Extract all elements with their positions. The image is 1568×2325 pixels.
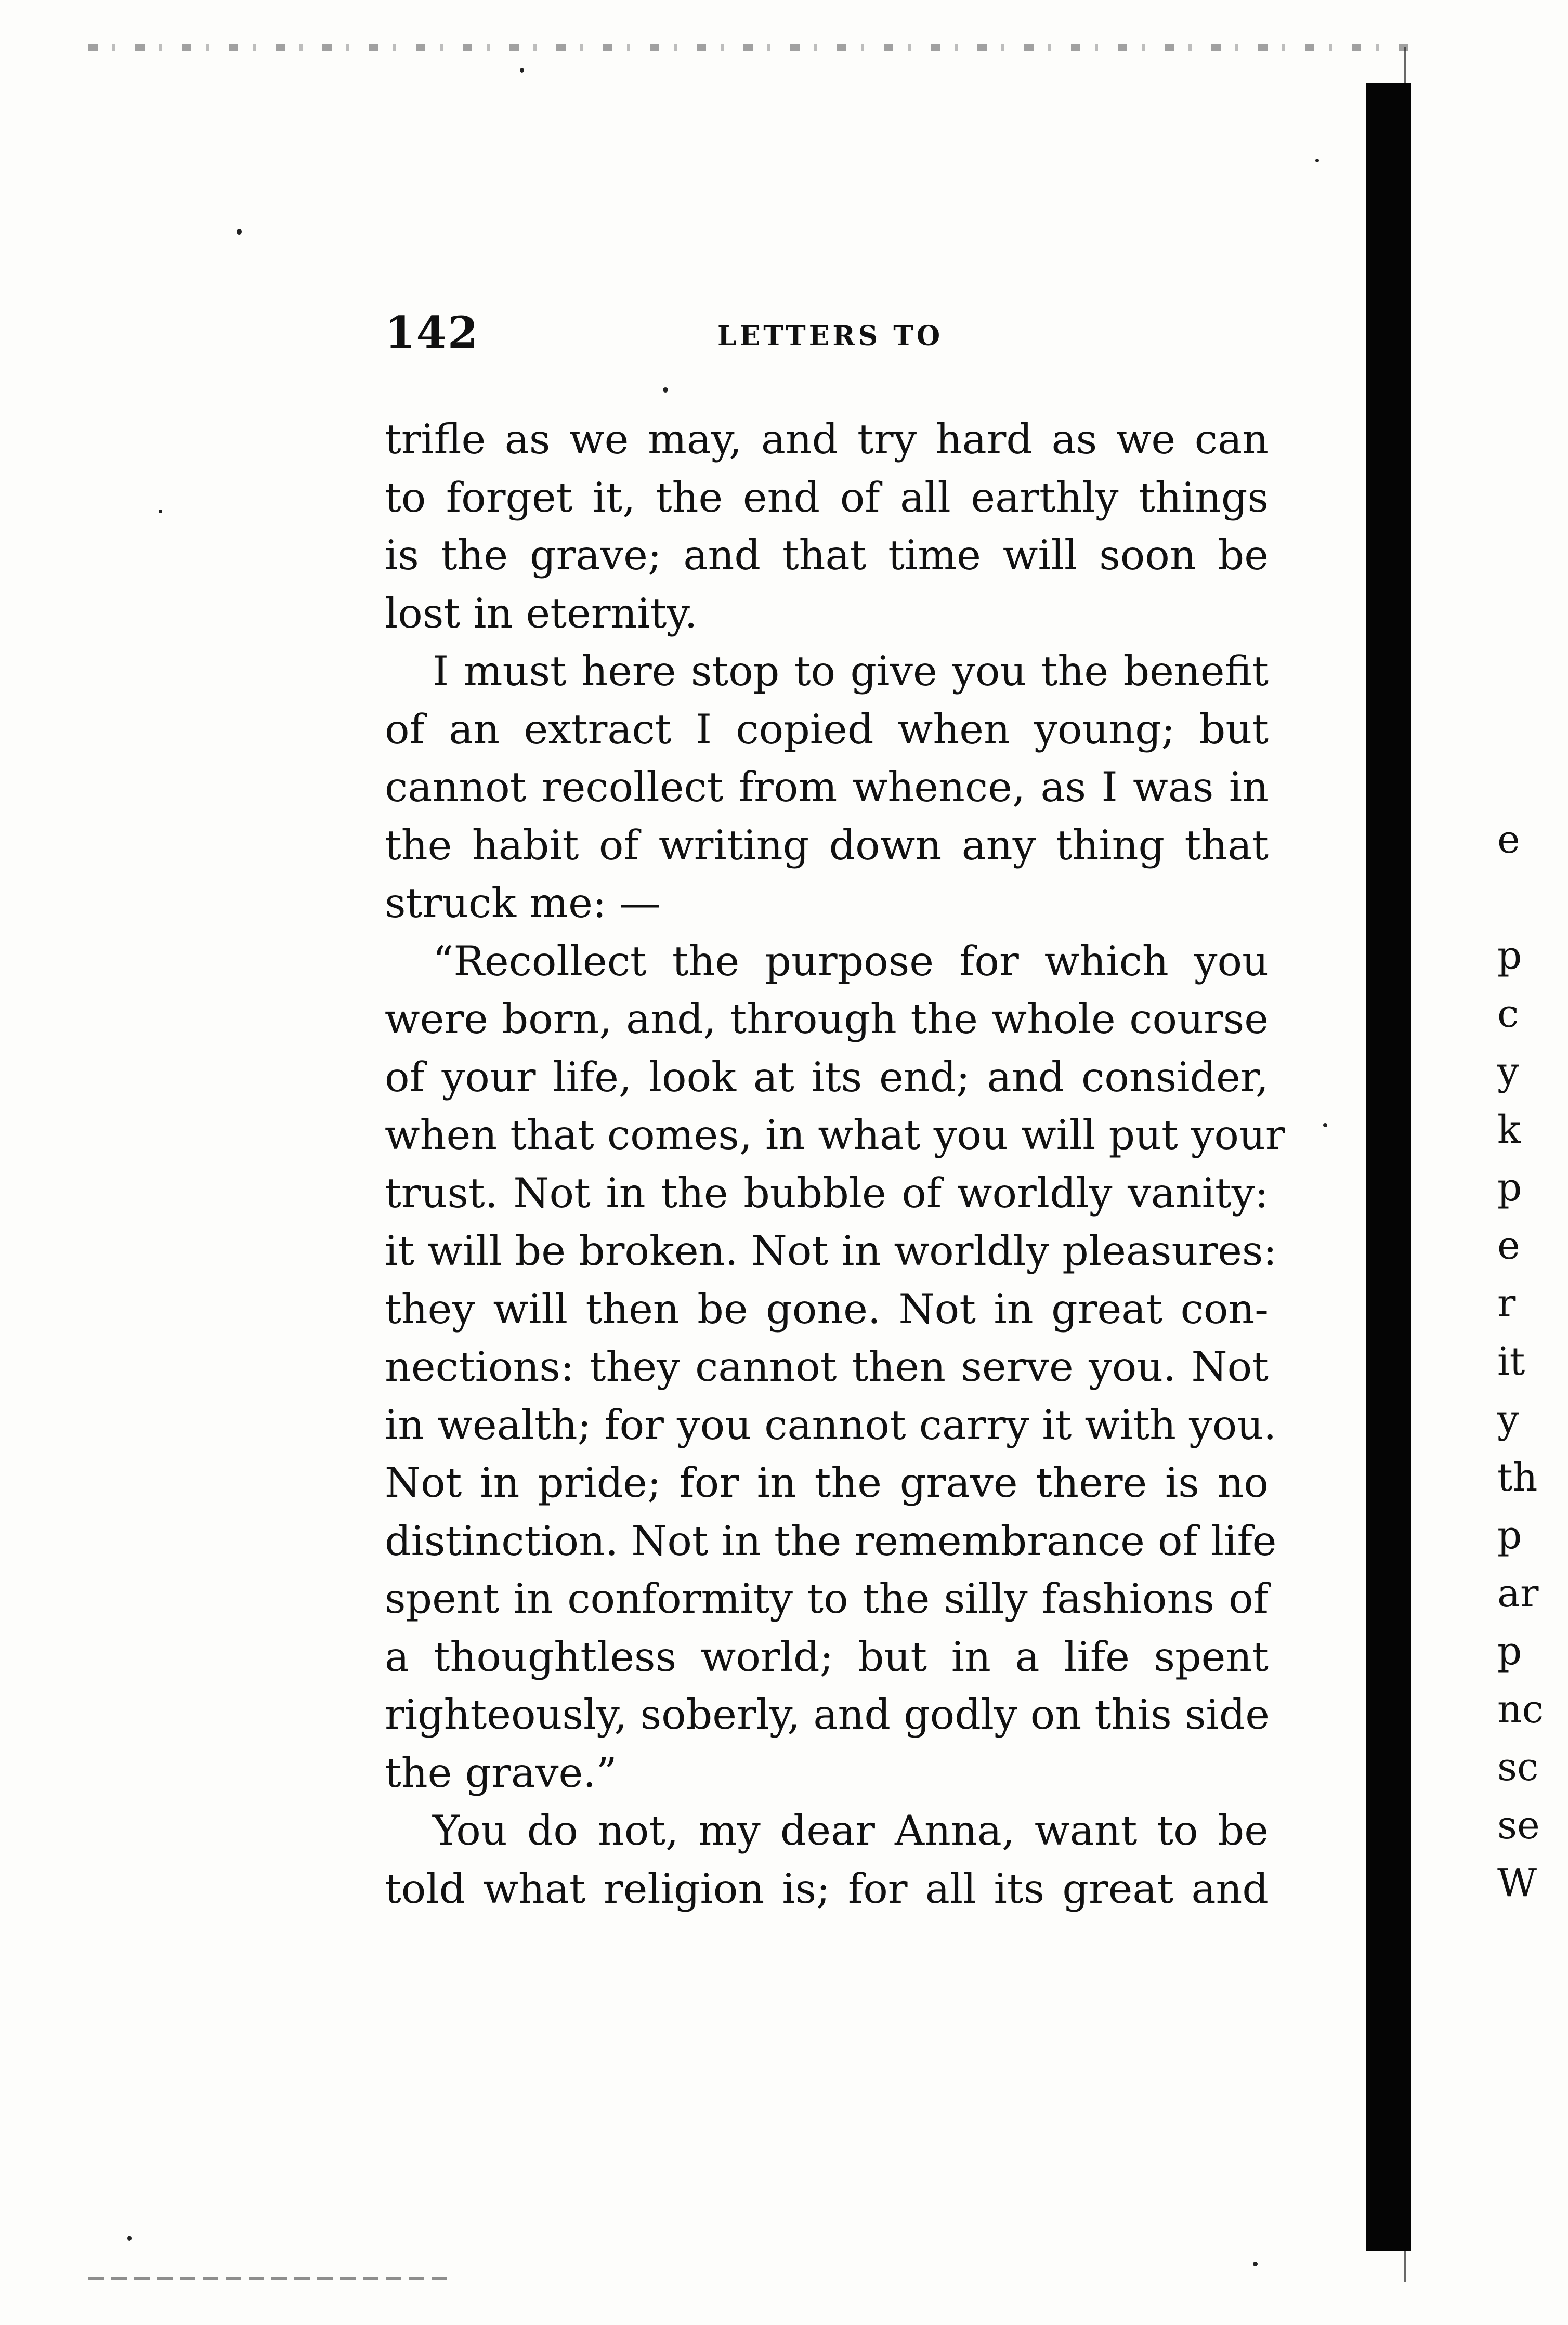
scan-speck — [127, 2236, 132, 2241]
text-line: the grave.” — [385, 1748, 617, 1797]
facing-fragment: se — [1497, 1802, 1540, 1848]
text-line: of an extract I copied when young; but — [385, 705, 1269, 753]
scan-speck — [237, 229, 242, 235]
text-line: righteously, soberly, and godly on this side — [385, 1691, 1270, 1739]
text-line: in wealth; for you cannot carry it with you. — [385, 1401, 1277, 1449]
gutter-shadow-bar — [1366, 83, 1411, 2251]
text-line: a thoughtless world; but in a life spent — [385, 1632, 1269, 1681]
text-line: trust. Not in the bubble of worldly vanity: — [385, 1169, 1269, 1217]
text-line: were born, and, through the whole course — [385, 995, 1269, 1043]
facing-fragment: y — [1497, 1049, 1519, 1094]
facing-fragment — [1497, 869, 1568, 928]
body-text — [385, 411, 1285, 1918]
text-line: they will then be gone. Not in great con- — [385, 1285, 1269, 1333]
text-line: spent in conformity to the silly fashions of — [385, 1575, 1269, 1623]
text-line: cannot recollect from whence, as I was in — [385, 763, 1269, 811]
text-line: is the grave; and that time will soon be — [385, 531, 1269, 579]
facing-fragment: y — [1497, 1397, 1519, 1442]
text-line: trifle as we may, and try hard as we can — [385, 415, 1269, 463]
facing-fragment: nc — [1497, 1687, 1544, 1732]
text-line: lost in eternity. — [385, 589, 698, 637]
text-line: to forget it, the end of all earthly things — [385, 473, 1269, 521]
facing-fragment: p — [1497, 1165, 1522, 1210]
facing-fragment: W — [1497, 1861, 1537, 1905]
facing-fragment: p — [1497, 1513, 1522, 1558]
facing-fragment: c — [1497, 991, 1519, 1036]
page-header — [385, 307, 1269, 364]
scan-speck — [520, 68, 524, 73]
text-line: distinction. Not in the remembrance of life — [385, 1517, 1277, 1565]
facing-fragment: e — [1497, 817, 1520, 862]
text-line: Not in pride; for in the grave there is no — [385, 1459, 1269, 1507]
text-line: I must here stop to give you the benefit — [433, 647, 1269, 695]
text-line: of your life, look at its end; and consider, — [385, 1053, 1269, 1101]
scan-speck — [159, 510, 162, 513]
text-line: when that comes, in what you will put your — [385, 1111, 1285, 1159]
facing-fragment: sc — [1497, 1745, 1539, 1790]
scan-speck — [1253, 2262, 1258, 2266]
facing-page-fragments — [1497, 811, 1568, 1913]
text-line: struck me: — — [385, 879, 661, 927]
scan-top-edge — [88, 44, 1419, 51]
scan-speck — [1315, 159, 1319, 162]
text-line: You do not, my dear Anna, want to be — [433, 1807, 1269, 1854]
text-line: the habit of writing down any thing that — [385, 821, 1269, 869]
facing-fragment: ar — [1497, 1571, 1539, 1616]
text-line: “Recollect the purpose for which you — [433, 937, 1269, 985]
text-line: nections: they cannot then serve you. Not — [385, 1343, 1269, 1391]
facing-fragment: it — [1497, 1339, 1525, 1384]
text-line: it will be broken. Not in worldly pleasures: — [385, 1227, 1277, 1275]
text-line: told what religion is; for all its great and — [385, 1864, 1269, 1913]
facing-fragment: k — [1497, 1107, 1521, 1152]
scan-speck — [663, 387, 668, 393]
facing-fragment: r — [1497, 1281, 1516, 1326]
scan-bottom-edge — [88, 2277, 452, 2280]
facing-fragment: p — [1497, 933, 1522, 978]
page-number: 142 — [385, 307, 479, 358]
scan-speck — [1323, 1123, 1327, 1127]
facing-fragment: p — [1497, 1629, 1522, 1674]
facing-fragment: e — [1497, 1223, 1520, 1268]
running-head: LETTERS TO — [717, 320, 944, 352]
facing-fragment: th — [1497, 1455, 1538, 1500]
